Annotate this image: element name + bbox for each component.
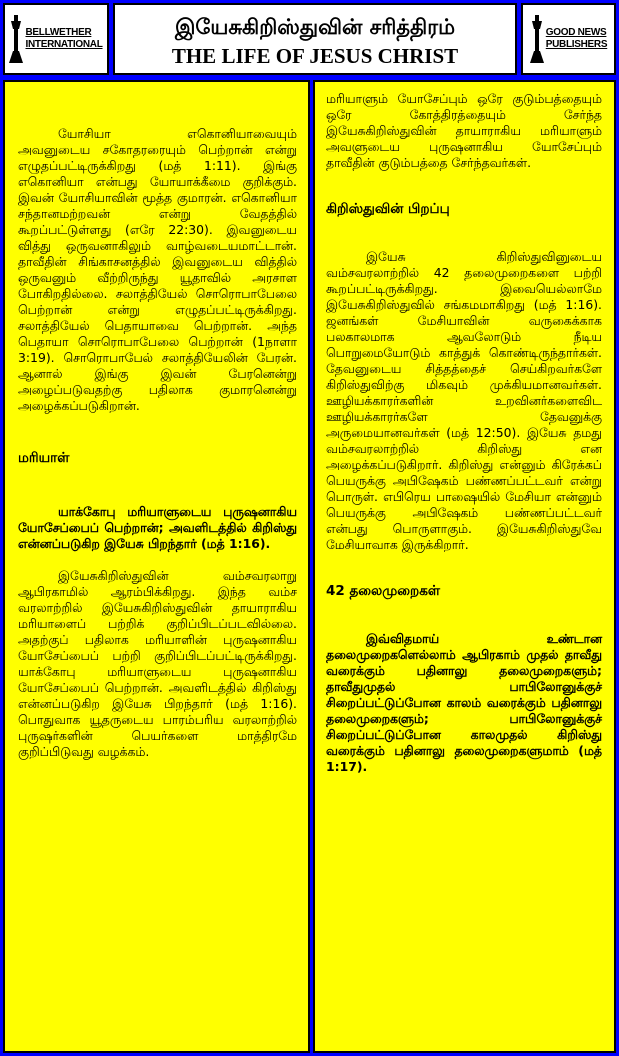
- left-paragraph-2: இயேசுகிறிஸ்துவின் வம்சவரலாறு ஆபிரகாமில் ஆரம்பிக்கிறது. இந்த வம்ச வரலாற்றில் இயேசுகிறிஸ்துவின் தாயாராகிய மரியாளைப் பற்றிக் குறிப்பிடப்படவில்லை. அதற்குப் பதிலாக மரியாளின் புருஷனாகிய யோசேப்பைப் பற்றி குறிப்பிடப்பட்டிருக்கிறது. யாக்கோபு மரியாளுடைய புருஷனாகிய யோசேப்பைப் பெற்றான். அவளிடத்தில் கிறிஸ்து என்னப்படுகிற இயேசு பிறந்தார் (மத் 1:16). பொதுவாக யூதருடைய பாரம்பரிய வரலாற்றில் புருஷர்களின் பெயர்களை மாத்திரமே குறிப்பிடுவது வழக்கம்.: [18, 568, 297, 759]
- page-title-tamil: இயேசுகிறிஸ்துவின் சரித்திரம்: [174, 15, 456, 39]
- lamp-icon: [9, 15, 23, 63]
- lamp-icon: [530, 15, 544, 63]
- logo-right-line1: GOOD NEWS: [545, 27, 607, 38]
- section-heading-generations: 42 தலைமுறைகள்: [326, 583, 441, 599]
- logo-left-line2: INTERNATIONAL: [25, 39, 103, 50]
- logo-right-line2: PUBLISHERS: [545, 39, 608, 50]
- right-paragraph-1: மரியாளும் யோசேப்பும் ஒரே குடும்பத்தையும் ஒரே கோத்திரத்தையும் சேர்ந்த இயேசுகிறிஸ்துவின் தாயாராகிய மரியாளும் அவளுடைய புருஷனாகிய யோசேப்பும் தாவீதின் குடும்பத்தை சேர்ந்தவர்கள்.: [326, 91, 602, 170]
- logo-left-line1: BELLWETHER: [25, 27, 92, 38]
- right-quote: இவ்விதமாய் உண்டான தலைமுறைகளெல்லாம் ஆபிரகாம் முதல் தாவீது வரைக்கும் பதினாலு தலைமுறைகளும்; தாவீதுமுதல் பாபிலோனுக்குச் சிறைப்பட்டுப்போன காலம் வரைக்கும் பதினாலு தலைமுறைகளும்; பாபிலோனுக்குச் சிறைப்பட்டுப்போன காலமுதல் கிறிஸ்து வரைக்கும் பதினாலு தலைமுறைகளுமாம் (மத் 1:17).: [326, 631, 602, 774]
- section-heading-mary: மரியாள்: [18, 450, 70, 466]
- right-column: [313, 80, 616, 1053]
- page-title-box: [113, 3, 517, 75]
- right-paragraph-2: இயேசு கிறிஸ்துவினுடைய வம்சவரலாற்றில் 42 தலைமுறைகளை பற்றி கூறப்பட்டிருக்கிறது. இவையெல்லாமே இயேசுகிறிஸ்துவில் சங்கமமாகிறது (மத் 1:16). ஜனங்கள் மேசியாவின் வருகைக்காக பலகாலமாக ஆவலோடும் நீடிய பொறுமையோடும் காத்துக் கொண்டிருந்தார்கள். தேவனுடைய சித்தத்தைச் செய்கிறவர்களே கிறிஸ்துவிற்கு மிகவும் முக்கியமானவர்கள். ஊழியக்காரர்களின் உறவினர்களைவிட ஊழியக்காரர்களே தேவனுக்கு அருமையானவர்கள் (மத் 12:50). இயேசு தமது வம்சவரலாற்றில் கிறிஸ்து என அழைக்கப்படுகிறார். கிறிஸ்து என்னும் கிரேக்கப் பெயருக்கு அபிஷேகம் பண்ணப்பட்டவர் என்று பொருள். எபிரெய பாஷையில் மேசியா என்னும் பெயருக்கு அபிஷேகம் பண்ணப்பட்டவர் என்பது பொருளாகும். இயேசுகிறிஸ்துவே மேசியாவாக இருக்கிறார்.: [326, 249, 602, 552]
- left-paragraph-1: யோசியா எகொனியாவையும் அவனுடைய சகோதரரையும் பெற்றான் என்று எழுதப்பட்டிருக்கிறது (மத் 1:11). இங்கு எகொனியா என்பது யோயாக்கீமை குறிக்கும். இவன் யோசியாவின் மூத்த குமாரன். எகொனியா சந்தானமற்றவன் என்று வேதத்தில் கூறப்பட்டுள்ளது (எரே 22:30). இவனுடைய வித்து ஒருவனாகிலும் வாழ்வடையமாட்டான். தாவீதின் சிங்காசனத்தில் இவனுடைய வித்தில் ஒருவனும் வீற்றிருந்து யூதாவில் அரசாள போகிறதில்லை. சலாத்தியேல் சொரொபாபேலை பெற்றான் என்று எழுதப்பட்டிருக்கிறது. சலாத்தியேல் பெதாயாவை பெற்றான். அந்த பெதாயா சொரொபாபேலை பெற்றான் (1நாளா 3:19). சொரொபாபேல் சலாத்தியேலின் பேரன். ஆனால் இங்கு இவன் பேரனென்று அழைப்படுவதற்கு பதிலாக குமாரனென்று அழைக்கப்படுகிறான்.: [18, 126, 297, 413]
- left-quote: யாக்கோபு மரியாளுடைய புருஷனாகிய யோசேப்பைப் பெற்றான்; அவளிடத்தில் கிறிஸ்து என்னப்படுகிற இயேசு பிறந்தார் (மத் 1:16).: [18, 504, 297, 551]
- page-title-english: THE LIFE OF JESUS CHRIST: [171, 44, 459, 68]
- good-news-logo: [521, 3, 616, 75]
- section-heading-birth: கிறிஸ்துவின் பிறப்பு: [326, 201, 450, 217]
- left-column: [3, 80, 310, 1053]
- bellwether-logo: [3, 3, 109, 75]
